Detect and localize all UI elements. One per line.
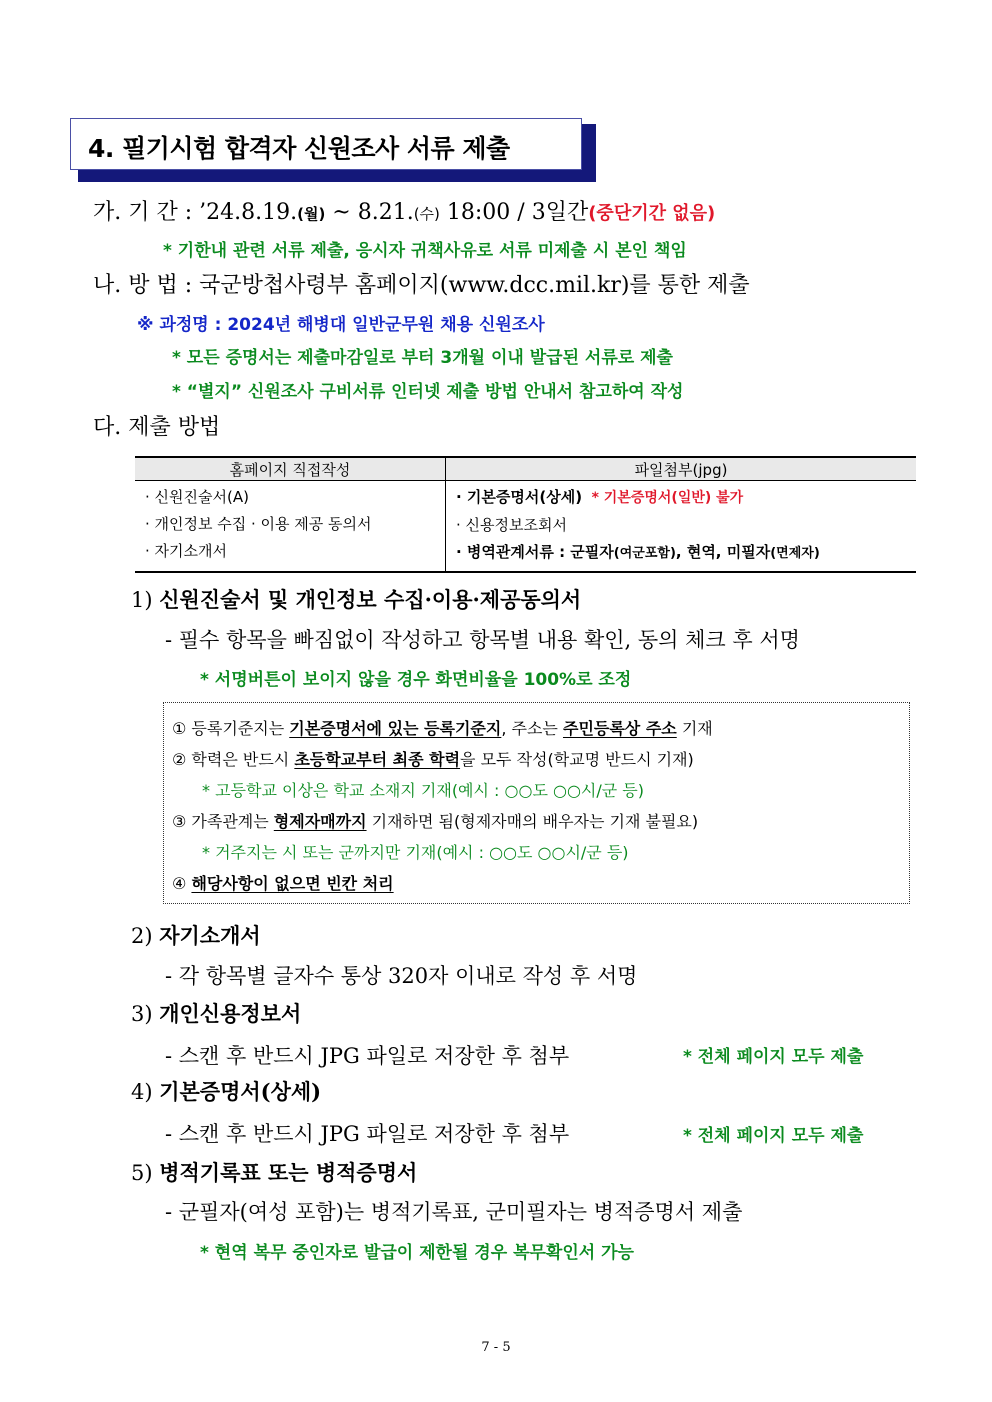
- box-l2-a: ② 학력은 반드시: [172, 750, 295, 769]
- attach-item-3a: · 병역관계서류 : 군필자: [456, 543, 614, 561]
- submission-label: 다. 제출 방법: [93, 415, 221, 440]
- list-item: [456, 484, 908, 512]
- page-number: 7 - 5: [481, 1340, 511, 1355]
- attach-item-3c: , 현역, 미필자: [675, 543, 771, 561]
- box-line-1: [172, 716, 713, 739]
- period-wed: (수): [413, 205, 440, 223]
- section-4-note: * 전체 페이지 모두 제출: [683, 1126, 864, 1146]
- section-5-heading: [131, 1157, 417, 1187]
- section-1-num: 1): [131, 588, 160, 612]
- method-note-2: * “별지” 신원조사 구비서류 인터넷 제출 방법 안내서 참고하여 작성: [172, 382, 684, 402]
- section-3-note: * 전체 페이지 모두 제출: [683, 1047, 864, 1067]
- section-4-title: 기본증명서(상세): [159, 1079, 322, 1104]
- period-note: (중단기간 없음): [588, 203, 716, 224]
- box-l6-a: ④: [172, 874, 192, 893]
- box-l1-b: 기본증명서에 있는 등록기준지: [289, 719, 502, 738]
- box-line-6: [172, 871, 394, 894]
- section-1-note: * 서명버튼이 보이지 않을 경우 화면비율을 100%로 조정: [200, 670, 632, 690]
- method-note-1: * 모든 증명서는 제출마감일로 부터 3개월 이내 발급된 서류로 제출: [172, 348, 673, 368]
- section-4-num: 4): [131, 1080, 160, 1104]
- list-item: [456, 539, 908, 567]
- period-line: [93, 195, 715, 226]
- list-item: · 개인정보 수집 · 이용 제공 동의서: [145, 515, 372, 533]
- box-l1-a: ① 등록기준지는: [172, 719, 290, 738]
- section-2-desc: - 각 항목별 글자수 통상 320자 이내로 작성 후 서명: [165, 964, 638, 988]
- section-4-desc: - 스캔 후 반드시 JPG 파일로 저장한 후 첨부: [165, 1122, 570, 1146]
- table-header-direct: 홈페이지 직접작성: [135, 457, 446, 481]
- table-header-row: [135, 457, 916, 481]
- attach-item-3d: (면제자): [770, 546, 820, 561]
- box-l1-e: 기재: [676, 719, 713, 738]
- section-1-heading: [131, 584, 581, 614]
- section-3-num: 3): [131, 1002, 160, 1026]
- attach-item-1-note: * 기본증명서(일반) 불가: [591, 490, 744, 506]
- table-header-attach: 파일첨부(jpg): [446, 457, 917, 481]
- section-3-desc: - 스캔 후 반드시 JPG 파일로 저장한 후 첨부: [165, 1044, 570, 1068]
- attach-item-3b: (여군포함): [613, 546, 676, 561]
- box-line-2: [172, 747, 694, 770]
- box-l6-b: 해당사항이 없으면 빈칸 처리: [191, 874, 394, 893]
- section-2-title: 자기소개서: [159, 923, 261, 948]
- course-name: ※ 과정명 : 2024년 해병대 일반군무원 채용 신원조사: [137, 315, 545, 335]
- list-item: · 신용정보조회서: [456, 516, 567, 534]
- box-l2-b: 초등학교부터 최종 학력: [294, 750, 461, 769]
- section-4-heading: [131, 1076, 321, 1106]
- direct-items: [135, 481, 446, 573]
- attach-item-1: · 기본증명서(상세): [456, 488, 583, 506]
- page-title: 4. 필기시험 합격자 신원조사 서류 제출: [88, 134, 510, 163]
- section-1-desc: - 필수 항목을 빠짐없이 작성하고 항목별 내용 확인, 동의 체크 후 서명: [165, 628, 800, 652]
- method-line: 나. 방 법 : 국군방첩사령부 홈페이지(www.dcc.mil.kr)를 통한 제출: [93, 273, 750, 298]
- box-line-3: * 고등학교 이상은 학교 소재지 기재(예시 : ○○도 ○○시/군 등): [202, 781, 645, 800]
- period-mon: (월): [297, 205, 326, 223]
- period-label: 가. 기 간 : ’24.8.19.: [93, 200, 298, 225]
- section-2-heading: [131, 920, 261, 950]
- box-l4-a: ③ 가족관계는: [172, 812, 274, 831]
- section-3-heading: [131, 998, 301, 1028]
- period-sub-note: * 기한내 관련 서류 제출, 응시자 귀책사유로 서류 미제출 시 본인 책임: [163, 241, 687, 261]
- section-2-num: 2): [131, 924, 160, 948]
- heading-shadow-bottom: [78, 170, 596, 182]
- list-item: · 신원진술서(A): [145, 488, 249, 506]
- section-5-note: * 현역 복무 중인자로 발급이 제한될 경우 복무확인서 가능: [200, 1243, 634, 1263]
- box-l2-c: 을 모두 작성(학교명 반드시 기재): [460, 750, 694, 769]
- section-5-num: 5): [131, 1161, 160, 1185]
- documents-table: [135, 456, 916, 573]
- section-5-title: 병적기록표 또는 병적증명서: [159, 1160, 418, 1185]
- section-3-title: 개인신용정보서: [159, 1001, 302, 1026]
- attach-items: [446, 481, 917, 573]
- period-mid: ~ 8.21.: [325, 200, 414, 225]
- list-item: · 자기소개서: [145, 542, 227, 560]
- box-l1-c: , 주소는: [501, 719, 563, 738]
- box-l4-b: 형제자매까지: [273, 812, 367, 831]
- box-l1-d: 주민등록상 주소: [562, 719, 677, 738]
- section-1-title: 신원진술서 및 개인정보 수집·이용·제공동의서: [159, 587, 582, 612]
- table-row: [135, 481, 916, 573]
- box-line-4: [172, 809, 698, 832]
- period-time: 18:00 / 3일간: [439, 200, 589, 225]
- box-l4-c: 기재하면 됨(형제자매의 배우자는 기재 불필요): [366, 812, 699, 831]
- box-line-5: * 거주지는 시 또는 군까지만 기재(예시 : ○○도 ○○시/군 등): [202, 843, 629, 862]
- section-5-desc: - 군필자(여성 포함)는 병적기록표, 군미필자는 병적증명서 제출: [165, 1200, 743, 1224]
